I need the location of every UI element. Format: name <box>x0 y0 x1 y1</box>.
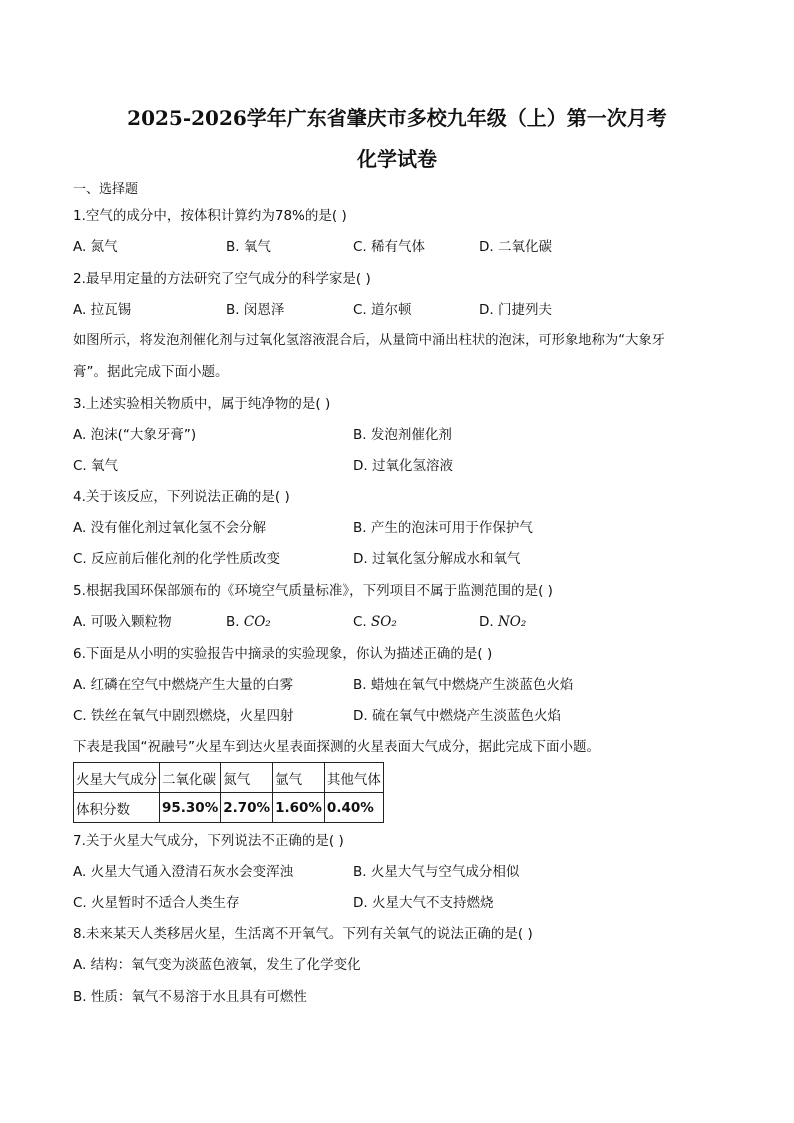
question-1-option-c: C. 稀有气体 <box>353 239 426 255</box>
table-row <box>74 793 384 823</box>
table-cell: 1.60% <box>273 793 325 823</box>
table-header-cell: 其他气体 <box>324 763 383 793</box>
question-5-option-c <box>353 613 397 631</box>
table-header-cell: 火星大气成分 <box>74 763 160 793</box>
table-row-label: 体积分数 <box>74 793 160 823</box>
option-label: D. <box>479 614 494 630</box>
question-5-option-a: A. 可吸入颗粒物 <box>73 614 172 630</box>
passage-mars-atmosphere: 下表是我国“祝融号”火星车到达火星表面探测的火星表面大气成分，据此完成下面小题。 <box>73 739 600 755</box>
question-7-stem: 7.关于火星大气成分，下列说法不正确的是( ) <box>73 833 344 849</box>
question-6-option-a: A. 红磷在空气中燃烧产生大量的白雾 <box>73 677 294 693</box>
table-cell: 2.70% <box>221 793 273 823</box>
question-2-stem: 2.最早用定量的方法研究了空气成分的科学家是( ) <box>73 271 371 287</box>
passage-elephant-toothpaste-line-2: 膏”。据此完成下面小题。 <box>73 364 229 380</box>
question-7-option-b: B. 火星大气与空气成分相似 <box>353 864 520 880</box>
question-6-option-b: B. 蜡烛在氧气中燃烧产生淡蓝色火焰 <box>353 677 574 693</box>
question-3-option-a: A. 泡沫(“大象牙膏”) <box>73 427 197 443</box>
no2-formula: NO₂ <box>497 614 527 630</box>
question-1-option-b: B. 氧气 <box>226 239 271 255</box>
question-1-option-d: D. 二氧化碳 <box>479 239 552 255</box>
question-4-option-a: A. 没有催化剂过氧化氢不会分解 <box>73 520 267 536</box>
question-7-option-a: A. 火星大气通入澄清石灰水会变浑浊 <box>73 864 294 880</box>
question-6-option-c: C. 铁丝在氧气中剧烈燃烧，火星四射 <box>73 708 294 724</box>
question-6-stem: 6.下面是从小明的实验报告中摘录的实验现象，你认为描述正确的是( ) <box>73 646 493 662</box>
co2-formula: CO₂ <box>243 614 271 630</box>
question-3-option-d: D. 过氧化氢溶液 <box>353 458 453 474</box>
question-2-option-a: A. 拉瓦锡 <box>73 302 132 318</box>
question-8-option-b: B. 性质：氧气不易溶于水且具有可燃性 <box>73 989 307 1005</box>
question-8-option-a: A. 结构：氧气变为淡蓝色液氧，发生了化学变化 <box>73 957 361 973</box>
question-4-stem: 4.关于该反应，下列说法正确的是( ) <box>73 489 290 505</box>
question-2-option-b: B. 闵恩泽 <box>226 302 285 318</box>
question-5-option-d <box>479 613 526 631</box>
question-2-option-c: C. 道尔顿 <box>353 302 412 318</box>
table-header-row <box>74 763 384 793</box>
exam-title: 2025-2026学年广东省肇庆市多校九年级（上）第一次月考 <box>127 106 667 130</box>
question-7-option-c: C. 火星暂时不适合人类生存 <box>73 895 240 911</box>
question-2-option-d: D. 门捷列夫 <box>479 302 552 318</box>
option-label: C. <box>353 614 367 630</box>
section-heading: 一、选择题 <box>73 182 139 197</box>
question-3-option-c: C. 氧气 <box>73 458 119 474</box>
so2-formula: SO₂ <box>371 614 397 630</box>
table-header-cell: 二氧化碳 <box>160 763 221 793</box>
question-1-option-a: A. 氮气 <box>73 239 118 255</box>
question-8-stem: 8.未来某天人类移居火星，生活离不开氧气。下列有关氧气的说法正确的是( ) <box>73 926 533 942</box>
table-cell: 95.30% <box>160 793 221 823</box>
question-1-stem: 1.空气的成分中，按体积计算约为78%的是( ) <box>73 208 347 224</box>
table-cell: 0.40% <box>324 793 383 823</box>
question-3-stem: 3.上述实验相关物质中，属于纯净物的是( ) <box>73 396 331 412</box>
question-5-stem: 5.根据我国环保部颁布的《环境空气质量标准》，下列项目不属于监测范围的是( ) <box>73 583 553 599</box>
question-6-option-d: D. 硫在氧气中燃烧产生淡蓝色火焰 <box>353 708 561 724</box>
exam-subject-title: 化学试卷 <box>357 147 437 171</box>
question-4-option-b: B. 产生的泡沫可用于作保护气 <box>353 520 533 536</box>
table-header-cell: 氩气 <box>273 763 325 793</box>
option-label: B. <box>226 614 240 630</box>
question-3-option-b: B. 发泡剂催化剂 <box>353 427 452 443</box>
question-4-option-d: D. 过氧化氢分解成水和氧气 <box>353 551 521 567</box>
passage-elephant-toothpaste-line-1: 如图所示，将发泡剂催化剂与过氧化氢溶液混合后，从量筒中涌出柱状的泡沫，可形象地称为“大象牙 <box>73 333 665 348</box>
table-header-cell: 氮气 <box>221 763 273 793</box>
question-5-option-b <box>226 613 271 631</box>
question-7-option-d: D. 火星大气不支持燃烧 <box>353 895 494 911</box>
mars-atmosphere-table <box>73 762 384 823</box>
question-4-option-c: C. 反应前后催化剂的化学性质改变 <box>73 551 281 567</box>
